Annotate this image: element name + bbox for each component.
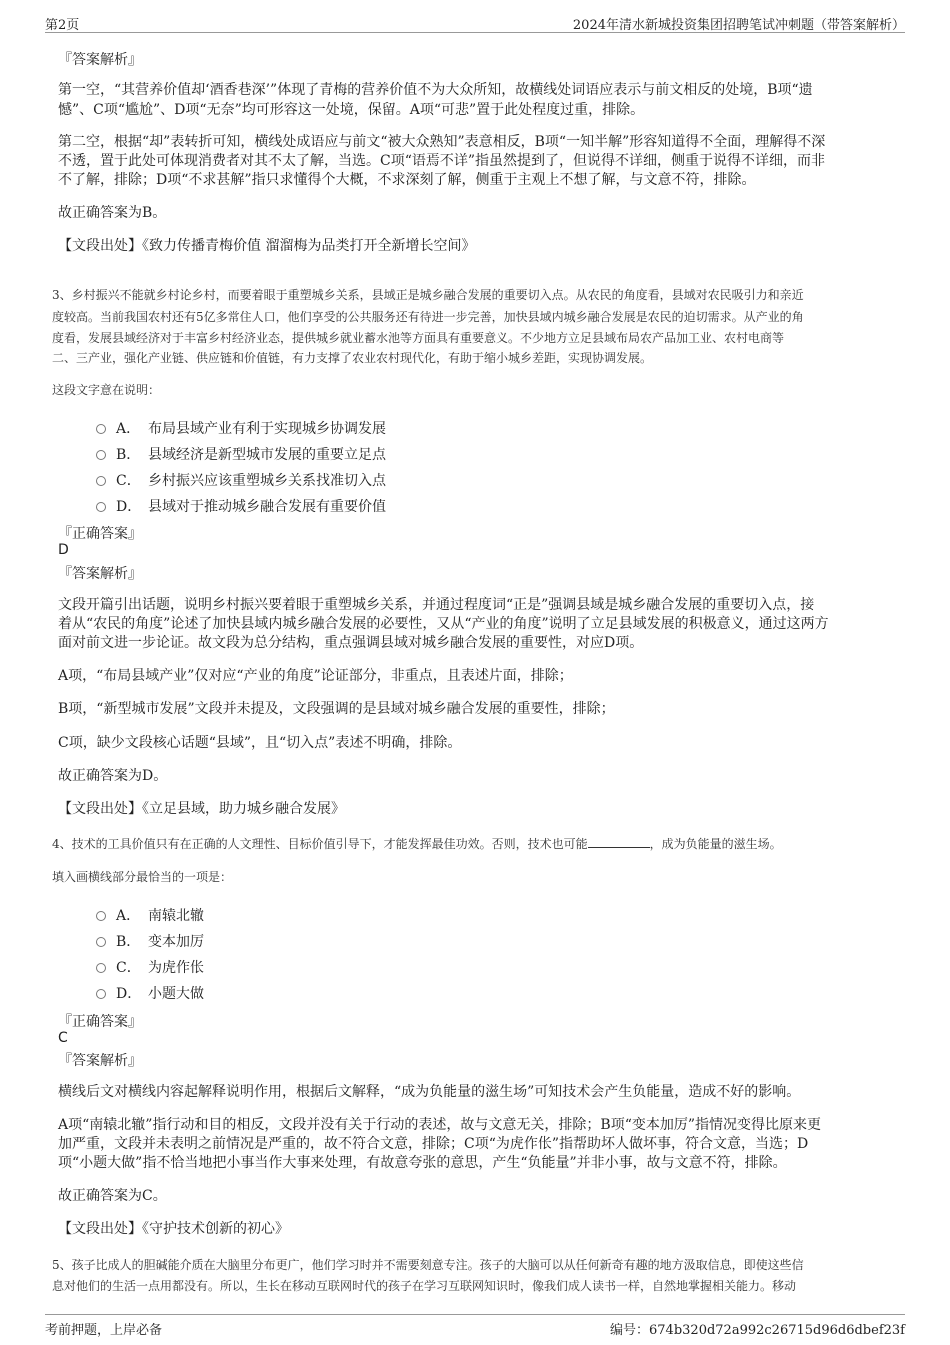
fill-blank	[588, 835, 650, 848]
q4-option-b[interactable]: B． 变本加厉	[96, 931, 204, 951]
page-header	[45, 14, 905, 33]
footer-slogan: 考前押题，上岸必备	[45, 1323, 163, 1338]
q3-analysis-line1: 文段开篇引出话题，说明乡村振兴要着眼于重塑城乡关系，并通过程度词“正是”强调县域是城乡融合发展的重要切入点，接	[58, 597, 815, 613]
q3-stem-line1: 3、乡村振兴不能就乡村论乡村，而要着眼于重塑城乡关系，县域正是城乡融合发展的重要切入点。从农民的角度看，县域对农民吸引力和亲近	[52, 288, 804, 302]
q3-option-d[interactable]: D． 县域对于推动城乡融合发展有重要价值	[96, 496, 386, 516]
q4-option-a[interactable]: A． 南辕北辙	[96, 905, 204, 925]
q3-analysis-line2: 着从“农民的角度”论述了加快县域内城乡融合发展的必要性，又从“产业的角度”说明了立足县域发展的积极意义，通过这两方	[58, 616, 829, 632]
q2-analysis-para2-line1: 第二空，根据“却”表转折可知，横线处成语应与前文“被大众熟知”表意相反，B项“一知半解”形容知道得不全面，理解得不深	[58, 134, 826, 150]
radio-icon[interactable]	[96, 989, 106, 999]
q3-option-c[interactable]: C． 乡村振兴应该重塑城乡关系找准切入点	[96, 470, 386, 490]
q4-answer: C	[58, 1030, 68, 1046]
q4-analysis-para2-line2: 加严重，文段并未表明之前情况是严重的，故不符合文意，排除；C项“为虎作伥”指帮助坏人做坏事，符合文意，当选；D	[58, 1136, 809, 1152]
q4-source: 【文段出处】《守护技术创新的初心》	[58, 1221, 289, 1237]
q3-analysis-b: B项，“新型城市发展”文段并未提及，文段强调的是县域对城乡融合发展的重要性，排除；	[58, 701, 615, 717]
radio-icon[interactable]	[96, 937, 106, 947]
q2-analysis-para1-line1: 第一空，“其营养价值却‘酒香巷深’”体现了青梅的营养价值不为大众所知，故横线处词语应表示与前文相反的处境，B项“遗	[58, 82, 813, 98]
q3-stem-line2: 度较高。当前我国农村还有5亿多常住人口，他们享受的公共服务还有待进一步完善，加快县域内城乡融合发展是农民的迫切需求。从产业的角	[52, 310, 804, 324]
q3-stem-line3: 度看，发展县域经济对于丰富乡村经济业态，提供城乡就业蓄水池等方面具有重要意义。不少地方立足县域布局农产品加工业、农村电商等	[52, 331, 785, 345]
q2-source: 【文段出处】《致力传播青梅价值 溜溜梅为品类打开全新增长空间》	[58, 238, 476, 254]
q2-analysis-para2-line3: 不了解，排除；D项“不求甚解”指只求懂得个大概，不求深刻了解，侧重于主观上不想了解，与文意不符，排除。	[58, 172, 756, 188]
q3-analysis-tag: 『答案解析』	[58, 566, 142, 582]
q4-option-c[interactable]: C． 为虎作伥	[96, 957, 204, 977]
q3-option-b[interactable]: B． 县域经济是新型城市发展的重要立足点	[96, 444, 386, 464]
q3-conclusion: 故正确答案为D。	[58, 768, 168, 784]
q4-analysis-para2-line1: A项“南辕北辙”指行动和目的相反，文段并没有关于行动的表述，故与文意无关，排除；B项“变本加厉”指情况变得比原来更	[58, 1117, 822, 1133]
q3-answer: D	[58, 542, 69, 558]
radio-icon[interactable]	[96, 424, 106, 434]
radio-icon[interactable]	[96, 502, 106, 512]
page-footer	[45, 1314, 905, 1338]
radio-icon[interactable]	[96, 911, 106, 921]
q5-stem-line1: 5、孩子比成人的胆碱能介质在大脑里分布更广，他们学习时并不需要刻意专注。孩子的大脑可以从任何新奇有趣的地方汲取信息，即使这些信	[52, 1258, 804, 1272]
radio-icon[interactable]	[96, 450, 106, 460]
q4-conclusion: 故正确答案为C。	[58, 1188, 167, 1204]
q3-correct-tag: 『正确答案』	[58, 526, 142, 542]
q3-option-a[interactable]: A． 布局县域产业有利于实现城乡协调发展	[96, 418, 386, 438]
q4-option-d[interactable]: D． 小题大做	[96, 983, 204, 1003]
radio-icon[interactable]	[96, 476, 106, 486]
q3-source: 【文段出处】《立足县域，助力城乡融合发展》	[58, 801, 345, 817]
q2-analysis-para1-line2: 憾”、C项“尴尬”、D项“无奈”均可形容这一处境，保留。A项“可悲”置于此处程度过重，排除。	[58, 102, 645, 118]
q4-analysis-para2-line3: 项“小题大做”指不恰当地把小事当作大事来处理，有故意夸张的意思，产生“负能量”并非小事，故与文意不符，排除。	[58, 1155, 787, 1171]
q3-analysis-line3: 面对前文进一步论证。故文段为总分结构，重点强调县域对城乡融合发展的重要性，对应D项。	[58, 635, 644, 651]
q2-analysis-para2-line2: 不透，置于此处可体现消费者对其不太了解，当选。C项“语焉不详”指虽然提到了，但说得不详细，侧重于说得不详细，而非	[58, 153, 826, 169]
q4-prompt: 填入画横线部分最恰当的一项是：	[52, 870, 233, 884]
q4-correct-tag: 『正确答案』	[58, 1014, 142, 1030]
page-number: 第2页	[45, 18, 80, 33]
document-code: 编号：674b320d72a992c26715d96d6dbef23f	[610, 1323, 905, 1338]
document-title: 2024年清水新城投资集团招聘笔试冲刺题（带答案解析）	[572, 18, 905, 33]
q3-analysis-a: A项，“布局县域产业”仅对应“产业的角度”论证部分，非重点，且表述片面，排除；	[58, 668, 573, 684]
radio-icon[interactable]	[96, 963, 106, 973]
q4-analysis-tag: 『答案解析』	[58, 1053, 142, 1069]
q4-stem: 4、技术的工具价值只有在正确的人文理性、目标价值引导下，才能发挥最佳功效。否则，技术也可能 ，成为负能量的滋生场。	[52, 837, 782, 851]
q3-prompt: 这段文字意在说明：	[52, 383, 161, 397]
q2-analysis-tag: 『答案解析』	[58, 52, 142, 68]
q2-conclusion: 故正确答案为B。	[58, 205, 167, 221]
q4-analysis-line1: 横线后文对横线内容起解释说明作用，根据后文解释，“成为负能量的滋生场”可知技术会产生负能量，造成不好的影响。	[58, 1084, 801, 1100]
q3-stem-line4: 二、三产业，强化产业链、供应链和价值链，有力支撑了农业农村现代化，有助于缩小城乡差距，实现协调发展。	[52, 351, 653, 365]
q5-stem-line2: 息对他们的生活一点用都没有。所以，生长在移动互联网时代的孩子在学习互联网知识时，像我们成人读书一样，自然地掌握相关能力。移动	[52, 1279, 797, 1293]
q3-analysis-c: C项，缺少文段核心话题“县域”，且“切入点”表述不明确，排除。	[58, 735, 462, 751]
